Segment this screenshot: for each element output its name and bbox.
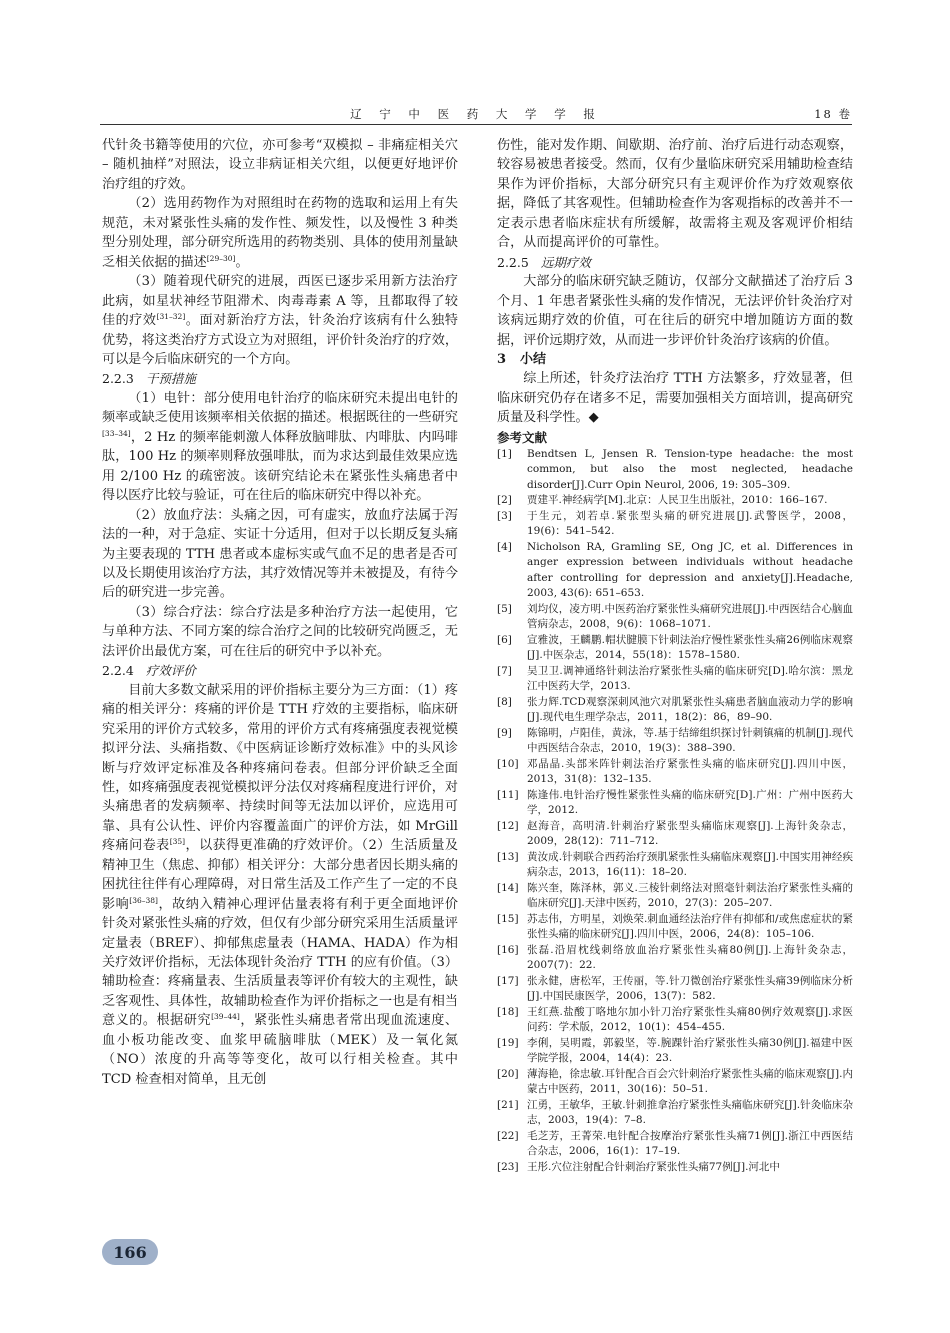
reference-item: [497, 1067, 853, 1098]
reference-number: [2]: [497, 494, 512, 507]
reference-number: [3]: [497, 509, 512, 522]
reference-item: [497, 633, 853, 664]
reference-item: [497, 819, 853, 850]
running-header: [100, 104, 852, 125]
paragraph: 目前大多数文献采用的评价指标主要分为三方面：（1）疼痛的相关评分：疼痛的评价是 TTH 疗效的主要指标，临床研究采用的评价方式较多，常用的评价方式有疼痛强度表视觉模拟评分法、头痛指数、《中医病证诊断疗效标准》中的头风诊断与疗效评定标准及各种疼痛问卷表。但部分评价缺乏全面性，如疼痛强度表视觉模拟评分法仅对疼痛程度进行评价，对头痛患者的发病频率、持续时间等无法加以评价，应选用可靠、具有公认性、评价内容覆盖面广的评价方法，如 MrGill 疼痛问卷表[35]，以获得更准确的疗效评价。（2）生活质量及精神卫生（焦虑、抑郁）相关评分：大部分患者因长期头痛的困扰往往伴有心理障碍，对日常生活及工作产生了一定的不良影响[36–38]，故纳入精神心理评估量表将有利于更全面地评价针灸对紧张性头痛的疗效，但仅有少部分研究采用生活质量评定量表（BREF）、抑郁焦虑量表（HAMA、HADA）作为相关疗效评价指标，无法体现针灸治疗 TTH 的应有价值。（3）辅助检查：疼痛量表、生活质量表等评价有较大的主观性，缺乏客观性、具体性，故辅助检查作为评价指标之一也是有相当意义的。根据研究[39–44]，紧张性头痛患者常出现血流速度、血小板功能改变、血浆甲硫脑啡肽（MEK）及一氧化氮（NO）浓度的升高等等变化，故可以行相关检查。其中 TCD 检查相对简单，且无创: [102, 682, 459, 1087]
reference-number: [6]: [497, 633, 512, 646]
paragraph: 综上所述，针灸疗法治疗 TTH 方法繁多，疗效显著，但临床研究仍存在诸多不足，需要加强相关方面培训，提高研究质量及科学性。◆: [497, 371, 853, 426]
reference-text: 刘均仪，凌方明.中医药治疗紧张性头痛研究进展[J].中西医结合心脑血管病杂志，2008，9(6)：1068–1071.: [527, 602, 853, 631]
reference-number: [19]: [497, 1036, 519, 1049]
reference-number: [5]: [497, 602, 512, 615]
citation: [31–32]: [156, 312, 186, 322]
reference-number: [4]: [497, 540, 512, 553]
citation: [29–30]: [206, 253, 236, 263]
section-heading-2-2-5: 2.2.5 远期疗效: [497, 254, 591, 270]
reference-item: [497, 943, 853, 974]
paragraph: （2）选用药物作为对照组时在药物的选取和运用上有失规范，未对紧张性头痛的发作性、频发性，以及慢性 3 种类型分别处理，部分研究所选用的药物类别、具体的使用剂量缺乏相关依据的描述[29–30]。: [102, 196, 458, 270]
reference-number: [8]: [497, 695, 512, 708]
reference-item: [497, 1005, 853, 1036]
citation: [39–44]: [211, 1012, 240, 1022]
reference-text: 吴卫卫.调神通络针刺法治疗紧张性头痛的临床研究[D].哈尔滨：黑龙江中医药大学，2013.: [527, 664, 853, 693]
reference-item: [497, 1160, 853, 1176]
reference-item: [497, 695, 853, 726]
reference-number: [16]: [497, 943, 519, 956]
reference-text: 张磊.沿眉枕线刺络放血治疗紧张性头痛80例[J].上海针灸杂志，2007(7)：22.: [527, 943, 853, 972]
reference-number: [22]: [497, 1129, 519, 1142]
reference-number: [13]: [497, 850, 519, 863]
reference-number: [9]: [497, 726, 512, 739]
reference-number: [15]: [497, 912, 519, 925]
reference-item: [497, 1129, 853, 1160]
reference-item: [497, 1036, 853, 1067]
paragraph: （3）随着现代研究的进展，西医已逐步采用新方法治疗此病，如星状神经节阻滞术、肉毒毒素 A 等，且都取得了较佳的疗效[31–32]。面对新治疗方法，针灸治疗该病有什么独特优势，将这类治疗方式设立为对照组，评价针灸治疗的疗效，可以是今后临床研究的一个方向。: [102, 274, 459, 367]
reference-item: [497, 1098, 853, 1129]
reference-number: [1]: [497, 447, 512, 460]
reference-number: [7]: [497, 664, 512, 677]
reference-number: [20]: [497, 1067, 519, 1080]
reference-item: [497, 912, 853, 943]
reference-number: [10]: [497, 757, 519, 770]
reference-number: [17]: [497, 974, 519, 987]
section-heading-3: 3 小结: [497, 351, 547, 367]
reference-item: [497, 757, 853, 788]
reference-number: [18]: [497, 1005, 519, 1018]
paragraph: 伤性，能对发作期、间歇期、治疗前、治疗后进行动态观察，较容易被患者接受。然而，仅有少量临床研究采用辅助检查结果作为评价指标，大部分研究只有主观评价作为疗效观察依据，降低了其客观性。但辅助检查作为客观指标的改善并不一定表示患者临床症状有所缓解，故需将主观及客观评价相结合，从而提高评价的可靠性。: [497, 138, 853, 251]
reference-number: [14]: [497, 881, 519, 894]
reference-text: 黄汝成.针刺联合西药治疗颈肌紧张性头痛临床观察[J].中国实用神经疾病杂志，2013，16(11)：18–20.: [527, 850, 853, 879]
reference-text: 王彤.穴位注射配合针刺治疗紧张性头痛77例[J].河北中: [527, 1160, 780, 1173]
reference-text: 王红燕.盐酸丁咯地尔加小针刀治疗紧张性头痛80例疗效观察[J].求医问药：学术版，2012，10(1)：454–455.: [527, 1005, 853, 1034]
reference-text: 苏志伟，方明星，刘焕荣.刺血通经法治疗伴有抑郁和/或焦虑症状的紧张性头痛的临床研究[J].四川中医，2006，24(8)：105–106.: [527, 912, 853, 941]
reference-text: 宣雅波，王麟鹏.帽状腱膜下针刺法治疗慢性紧张性头痛26例临床观察[J].中医杂志，2014，55(18)：1578–1580.: [527, 633, 853, 662]
reference-text: 张力辉.TCD观察深刺风池穴对肌紧张性头痛患者脑血液动力学的影响[J].现代电生理学杂志，2011，18(2)：86，89–90.: [527, 695, 853, 724]
citation: [33–34]: [102, 428, 131, 438]
reference-number: [11]: [497, 788, 519, 801]
reference-text: 张永健，唐松军，王传丽，等.针刀微创治疗紧张性头痛39例临床分析[J].中国民康医学，2006，13(7)：582.: [527, 974, 853, 1003]
reference-text: 李俐，吴明霞，郭毅坚，等.腕踝针治疗紧张性头痛30例[J].福建中医学院学报，2004，14(4)：23.: [527, 1036, 853, 1065]
journal-title: 辽 宁 中 医 药 大 学 学 报: [350, 107, 602, 121]
reference-number: [21]: [497, 1098, 519, 1111]
reference-item: [497, 540, 853, 602]
reference-item: [497, 788, 853, 819]
reference-text: Nicholson RA, Gramling SE, Ong JC, et al. Differences in anger expression between individuals without headache after controlling for depression and anxiety[J].Headache, 2003, 43(6): 651–653.: [527, 540, 853, 600]
paragraph: 代针灸书籍等使用的穴位，亦可参考“双模拟 – 非痛症相关穴 – 随机抽样”对照法，设立非病证相关穴组，以便更好地评价治疗组的疗效。: [102, 138, 458, 192]
reference-text: Bendtsen L, Jensen R. Tension-type headache: the most common, but also the most neglected, headache disorder[J].Curr Opin Neurol, 2006, 19: 305–309.: [527, 447, 853, 491]
references-title: 参考文献: [497, 429, 548, 445]
reference-text: 陈兴奎，陈泽林，郭义.三棱针刺络法对照毫针刺法治疗紧张性头痛的临床研究[J].天津中医药，2010，27(3)：205–207.: [527, 881, 853, 910]
reference-text: 赵海音，高明清.针刺治疗紧张型头痛临床观察[J].上海针灸杂志，2009，28(12)：711–712.: [527, 819, 853, 848]
reference-item: [497, 850, 853, 881]
reference-text: 薄海艳，徐忠敏.耳针配合百会穴针刺治疗紧张性头痛的临床观察[J].内蒙古中医药，2011，30(16)：50–51.: [527, 1067, 853, 1096]
left-column: [102, 136, 458, 1089]
page-number: 166: [102, 1239, 158, 1265]
paragraph: （1）电针：部分使用电针治疗的临床研究未提出电针的频率或缺乏使用该频率相关依据的描述。根据既往的一些研究[33–34]，2 Hz 的频率能刺激人体释放脑啡肽、内啡肽、内吗啡肽，100 Hz 的频率则释放强啡肽，而为求达到最佳效果应选用 2/100 Hz 的疏密波。该研究结论未在紧张性头痛患者中得以医疗比较与验证，可在往后的临床研究中得以补充。: [102, 390, 458, 504]
reference-item: [497, 602, 853, 633]
reference-item: [497, 974, 853, 1005]
reference-item: [497, 664, 853, 695]
section-heading-2-2-3: 2.2.3 干预措施: [102, 371, 196, 387]
reference-number: [23]: [497, 1160, 519, 1173]
reference-item: [497, 881, 853, 912]
reference-item: [497, 726, 853, 757]
section-heading-2-2-4: 2.2.4 疗效评价: [102, 663, 196, 679]
reference-text: 江勇，王敏华，王敏.针刺推拿治疗紧张性头痛临床研究[J].针灸临床杂志，2003，19(4)：7–8.: [527, 1098, 853, 1127]
reference-text: 于生元，刘若卓.紧张型头痛的研究进展[J].武警医学，2008，19(6)：541–542.: [527, 509, 853, 538]
right-column: [497, 136, 853, 1175]
reference-text: 贾建平.神经病学[M].北京：人民卫生出版社，2010：166–167.: [527, 494, 828, 507]
paragraph: 大部分的临床研究缺乏随访，仅部分文献描述了治疗后 3 个月、1 年患者紧张性头痛的发作情况，无法评价针灸治疗对该病远期疗效的价值，可在往后的研究中增加随访方面的数据，评价远期疗效，从而进一步评价针灸治疗该病的价值。: [497, 274, 853, 348]
paragraph: （2）放血疗法：头痛之因，可有虚实，放血疗法属于泻法的一种，对于急症、实证十分适用，但对于以长期反复头痛为主要表现的 TTH 患者或本虚标实或气血不足的患者是否可以及长期使用该治疗方法，其疗效情况等并未被提及，有待今后的研究进一步完善。: [102, 507, 458, 601]
reference-text: 陈锦明，卢阳佳，黄泳，等.基于结缔组织探讨针刺镇痛的机制[J].现代中西医结合杂志，2010，19(3)：388–390.: [527, 726, 853, 755]
reference-text: 毛芝芳，王菁荣.电针配合按摩治疗紧张性头痛71例[J].浙江中西医结合杂志，2006，16(1)：17–19.: [527, 1129, 853, 1158]
reference-text: 邓晶晶.头部米阵针刺法治疗紧张性头痛的临床研究[J].四川中医，2013，31(8)：132–135.: [527, 757, 853, 786]
reference-item: [497, 493, 853, 509]
citation: [36–38]: [129, 895, 158, 905]
reference-text: 陈逢伟.电针治疗慢性紧张性头痛的临床研究[D].广州：广州中医药大学，2012.: [527, 788, 853, 817]
reference-number: [12]: [497, 819, 519, 832]
reference-item: [497, 509, 853, 540]
reference-item: [497, 447, 853, 494]
volume-label: 18 卷: [814, 107, 852, 121]
paragraph: （3）综合疗法：综合疗法是多种治疗方法一起使用，它与单种方法、不同方案的综合治疗之间的比较研究尚匮乏，无法评价出最优方案，可在往后的研究中予以补充。: [102, 604, 458, 659]
reference-list: [497, 447, 853, 1176]
citation: [35]: [169, 837, 186, 847]
